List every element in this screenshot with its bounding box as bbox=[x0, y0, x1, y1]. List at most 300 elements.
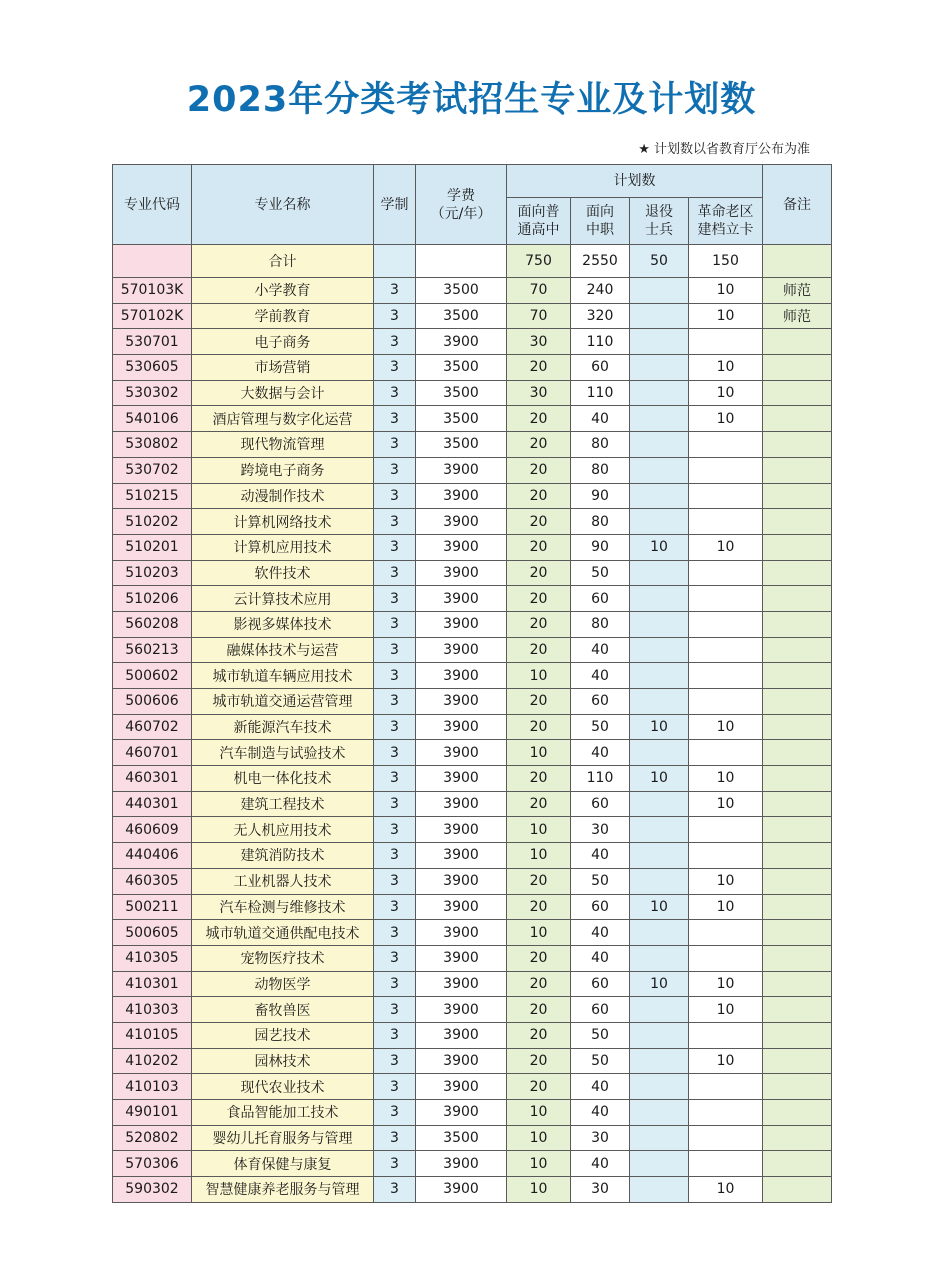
cell-fee: 3900 bbox=[416, 791, 507, 817]
cell-general: 20 bbox=[507, 586, 571, 612]
table-row bbox=[113, 714, 832, 740]
cell-veteran: 10 bbox=[630, 534, 689, 560]
table-row bbox=[113, 868, 832, 894]
cell-general: 20 bbox=[507, 894, 571, 920]
cell-system: 3 bbox=[374, 509, 416, 535]
cell-remark bbox=[763, 560, 832, 586]
cell-code: 570102K bbox=[113, 303, 192, 329]
cell-system: 3 bbox=[374, 997, 416, 1023]
cell-vocational: 110 bbox=[571, 766, 630, 792]
cell-code: 460701 bbox=[113, 740, 192, 766]
cell-name: 小学教育 bbox=[192, 278, 374, 304]
cell-revolutionary: 10 bbox=[689, 278, 763, 304]
table-row bbox=[113, 1177, 832, 1203]
page-title: 2023年分类考试招生专业及计划数 bbox=[186, 80, 757, 120]
cell-fee: 3900 bbox=[416, 1022, 507, 1048]
total-vocational: 2550 bbox=[571, 245, 630, 278]
table-row bbox=[113, 945, 832, 971]
header-fee bbox=[416, 165, 507, 245]
cell-remark bbox=[763, 637, 832, 663]
cell-veteran: 10 bbox=[630, 894, 689, 920]
total-code bbox=[113, 245, 192, 278]
table-row bbox=[113, 1074, 832, 1100]
cell-fee: 3900 bbox=[416, 1048, 507, 1074]
cell-general: 10 bbox=[507, 1125, 571, 1151]
cell-vocational: 80 bbox=[571, 457, 630, 483]
cell-name: 计算机应用技术 bbox=[192, 534, 374, 560]
cell-vocational: 60 bbox=[571, 355, 630, 381]
table-row bbox=[113, 457, 832, 483]
table-row bbox=[113, 1048, 832, 1074]
cell-revolutionary bbox=[689, 843, 763, 869]
cell-system: 3 bbox=[374, 945, 416, 971]
cell-name: 园林技术 bbox=[192, 1048, 374, 1074]
cell-name: 园艺技术 bbox=[192, 1022, 374, 1048]
table-row bbox=[113, 740, 832, 766]
cell-code: 500602 bbox=[113, 663, 192, 689]
cell-general: 20 bbox=[507, 791, 571, 817]
cell-code: 460702 bbox=[113, 714, 192, 740]
cell-fee: 3900 bbox=[416, 714, 507, 740]
cell-vocational: 40 bbox=[571, 406, 630, 432]
cell-system: 3 bbox=[374, 432, 416, 458]
cell-name: 云计算技术应用 bbox=[192, 586, 374, 612]
cell-general: 20 bbox=[507, 560, 571, 586]
cell-name: 建筑消防技术 bbox=[192, 843, 374, 869]
cell-system: 3 bbox=[374, 303, 416, 329]
cell-vocational: 50 bbox=[571, 560, 630, 586]
cell-name: 电子商务 bbox=[192, 329, 374, 355]
cell-vocational: 30 bbox=[571, 817, 630, 843]
cell-vocational: 60 bbox=[571, 791, 630, 817]
cell-veteran bbox=[630, 1022, 689, 1048]
cell-name: 汽车制造与试验技术 bbox=[192, 740, 374, 766]
cell-fee: 3900 bbox=[416, 1100, 507, 1126]
cell-fee: 3900 bbox=[416, 1074, 507, 1100]
cell-fee: 3500 bbox=[416, 278, 507, 304]
cell-vocational: 50 bbox=[571, 1048, 630, 1074]
cell-fee: 3900 bbox=[416, 689, 507, 715]
cell-remark bbox=[763, 663, 832, 689]
cell-system: 3 bbox=[374, 766, 416, 792]
cell-name: 影视多媒体技术 bbox=[192, 611, 374, 637]
cell-system: 3 bbox=[374, 740, 416, 766]
cell-code: 530302 bbox=[113, 380, 192, 406]
cell-veteran bbox=[630, 1151, 689, 1177]
cell-vocational: 40 bbox=[571, 1151, 630, 1177]
cell-code: 520802 bbox=[113, 1125, 192, 1151]
cell-system: 3 bbox=[374, 1048, 416, 1074]
cell-general: 20 bbox=[507, 483, 571, 509]
cell-remark: 师范 bbox=[763, 303, 832, 329]
table-row bbox=[113, 997, 832, 1023]
cell-fee: 3900 bbox=[416, 945, 507, 971]
cell-vocational: 40 bbox=[571, 843, 630, 869]
table-row bbox=[113, 920, 832, 946]
cell-name: 计算机网络技术 bbox=[192, 509, 374, 535]
cell-name: 跨境电子商务 bbox=[192, 457, 374, 483]
cell-vocational: 40 bbox=[571, 920, 630, 946]
table-row bbox=[113, 406, 832, 432]
cell-code: 510215 bbox=[113, 483, 192, 509]
cell-remark bbox=[763, 457, 832, 483]
cell-fee: 3500 bbox=[416, 380, 507, 406]
cell-revolutionary: 10 bbox=[689, 1177, 763, 1203]
cell-vocational: 90 bbox=[571, 483, 630, 509]
cell-fee: 3500 bbox=[416, 355, 507, 381]
cell-revolutionary: 10 bbox=[689, 894, 763, 920]
cell-code: 530702 bbox=[113, 457, 192, 483]
cell-fee: 3900 bbox=[416, 663, 507, 689]
cell-veteran bbox=[630, 997, 689, 1023]
cell-remark bbox=[763, 355, 832, 381]
cell-vocational: 60 bbox=[571, 894, 630, 920]
cell-system: 3 bbox=[374, 637, 416, 663]
cell-revolutionary: 10 bbox=[689, 971, 763, 997]
cell-remark bbox=[763, 586, 832, 612]
cell-veteran bbox=[630, 637, 689, 663]
cell-name: 机电一体化技术 bbox=[192, 766, 374, 792]
cell-revolutionary bbox=[689, 457, 763, 483]
cell-name: 建筑工程技术 bbox=[192, 791, 374, 817]
cell-general: 10 bbox=[507, 1151, 571, 1177]
cell-revolutionary: 10 bbox=[689, 534, 763, 560]
cell-general: 20 bbox=[507, 714, 571, 740]
total-revolutionary: 150 bbox=[689, 245, 763, 278]
cell-veteran bbox=[630, 406, 689, 432]
cell-fee: 3900 bbox=[416, 586, 507, 612]
cell-revolutionary bbox=[689, 1151, 763, 1177]
header-system: 学制 bbox=[374, 165, 416, 245]
cell-general: 10 bbox=[507, 920, 571, 946]
cell-general: 20 bbox=[507, 457, 571, 483]
table-row bbox=[113, 303, 832, 329]
cell-remark bbox=[763, 689, 832, 715]
cell-code: 530701 bbox=[113, 329, 192, 355]
cell-fee: 3500 bbox=[416, 432, 507, 458]
cell-revolutionary bbox=[689, 1022, 763, 1048]
cell-vocational: 30 bbox=[571, 1177, 630, 1203]
cell-revolutionary bbox=[689, 920, 763, 946]
table-row bbox=[113, 355, 832, 381]
cell-fee: 3900 bbox=[416, 843, 507, 869]
cell-fee: 3900 bbox=[416, 483, 507, 509]
cell-revolutionary bbox=[689, 432, 763, 458]
cell-revolutionary: 10 bbox=[689, 406, 763, 432]
cell-veteran bbox=[630, 355, 689, 381]
cell-code: 460301 bbox=[113, 766, 192, 792]
cell-remark bbox=[763, 817, 832, 843]
cell-general: 10 bbox=[507, 1100, 571, 1126]
cell-fee: 3900 bbox=[416, 894, 507, 920]
cell-general: 20 bbox=[507, 637, 571, 663]
cell-name: 畜牧兽医 bbox=[192, 997, 374, 1023]
cell-revolutionary bbox=[689, 1100, 763, 1126]
cell-system: 3 bbox=[374, 355, 416, 381]
cell-vocational: 40 bbox=[571, 663, 630, 689]
cell-veteran bbox=[630, 1100, 689, 1126]
cell-remark bbox=[763, 380, 832, 406]
cell-fee: 3900 bbox=[416, 1177, 507, 1203]
cell-veteran: 10 bbox=[630, 714, 689, 740]
cell-vocational: 80 bbox=[571, 509, 630, 535]
cell-general: 10 bbox=[507, 663, 571, 689]
table-row bbox=[113, 791, 832, 817]
cell-code: 570306 bbox=[113, 1151, 192, 1177]
header-general: 面向普 通高中 bbox=[507, 198, 571, 245]
table-row bbox=[113, 483, 832, 509]
cell-remark bbox=[763, 483, 832, 509]
cell-system: 3 bbox=[374, 534, 416, 560]
cell-vocational: 60 bbox=[571, 586, 630, 612]
table-row bbox=[113, 894, 832, 920]
cell-code: 500211 bbox=[113, 894, 192, 920]
cell-name: 城市轨道交通运营管理 bbox=[192, 689, 374, 715]
cell-vocational: 40 bbox=[571, 637, 630, 663]
cell-system: 3 bbox=[374, 791, 416, 817]
cell-code: 560208 bbox=[113, 611, 192, 637]
cell-remark bbox=[763, 534, 832, 560]
total-row bbox=[113, 245, 832, 278]
cell-revolutionary: 10 bbox=[689, 997, 763, 1023]
cell-vocational: 60 bbox=[571, 971, 630, 997]
cell-system: 3 bbox=[374, 1100, 416, 1126]
cell-system: 3 bbox=[374, 971, 416, 997]
cell-remark bbox=[763, 1100, 832, 1126]
cell-general: 20 bbox=[507, 509, 571, 535]
cell-remark bbox=[763, 997, 832, 1023]
cell-code: 560213 bbox=[113, 637, 192, 663]
cell-fee: 3900 bbox=[416, 817, 507, 843]
cell-fee: 3900 bbox=[416, 920, 507, 946]
cell-name: 软件技术 bbox=[192, 560, 374, 586]
cell-general: 20 bbox=[507, 868, 571, 894]
cell-revolutionary bbox=[689, 1074, 763, 1100]
cell-fee: 3500 bbox=[416, 406, 507, 432]
cell-fee: 3900 bbox=[416, 868, 507, 894]
cell-name: 智慧健康养老服务与管理 bbox=[192, 1177, 374, 1203]
cell-fee: 3900 bbox=[416, 740, 507, 766]
cell-code: 410303 bbox=[113, 997, 192, 1023]
total-label: 合计 bbox=[192, 245, 374, 278]
enrollment-table bbox=[112, 164, 832, 1203]
cell-veteran bbox=[630, 868, 689, 894]
cell-veteran bbox=[630, 329, 689, 355]
cell-code: 440406 bbox=[113, 843, 192, 869]
cell-remark bbox=[763, 1177, 832, 1203]
cell-vocational: 40 bbox=[571, 740, 630, 766]
cell-name: 城市轨道车辆应用技术 bbox=[192, 663, 374, 689]
cell-name: 婴幼儿托育服务与管理 bbox=[192, 1125, 374, 1151]
cell-remark bbox=[763, 714, 832, 740]
cell-code: 410105 bbox=[113, 1022, 192, 1048]
cell-name: 酒店管理与数字化运营 bbox=[192, 406, 374, 432]
cell-fee: 3900 bbox=[416, 637, 507, 663]
cell-system: 3 bbox=[374, 611, 416, 637]
table-row bbox=[113, 689, 832, 715]
cell-revolutionary: 10 bbox=[689, 303, 763, 329]
cell-veteran bbox=[630, 843, 689, 869]
cell-veteran bbox=[630, 920, 689, 946]
cell-system: 3 bbox=[374, 1022, 416, 1048]
cell-code: 510202 bbox=[113, 509, 192, 535]
cell-vocational: 50 bbox=[571, 868, 630, 894]
cell-veteran bbox=[630, 1074, 689, 1100]
cell-revolutionary: 10 bbox=[689, 380, 763, 406]
cell-general: 30 bbox=[507, 329, 571, 355]
cell-code: 510206 bbox=[113, 586, 192, 612]
cell-system: 3 bbox=[374, 817, 416, 843]
total-fee bbox=[416, 245, 507, 278]
cell-general: 20 bbox=[507, 997, 571, 1023]
cell-general: 70 bbox=[507, 303, 571, 329]
cell-general: 20 bbox=[507, 432, 571, 458]
cell-name: 新能源汽车技术 bbox=[192, 714, 374, 740]
cell-revolutionary bbox=[689, 483, 763, 509]
cell-veteran: 10 bbox=[630, 766, 689, 792]
cell-vocational: 60 bbox=[571, 997, 630, 1023]
cell-system: 3 bbox=[374, 1074, 416, 1100]
cell-name: 动物医学 bbox=[192, 971, 374, 997]
cell-remark bbox=[763, 406, 832, 432]
cell-remark bbox=[763, 432, 832, 458]
cell-system: 3 bbox=[374, 1177, 416, 1203]
table-row bbox=[113, 560, 832, 586]
cell-veteran bbox=[630, 483, 689, 509]
cell-revolutionary: 10 bbox=[689, 1048, 763, 1074]
cell-vocational: 110 bbox=[571, 380, 630, 406]
table-row bbox=[113, 843, 832, 869]
cell-remark bbox=[763, 1074, 832, 1100]
cell-system: 3 bbox=[374, 714, 416, 740]
cell-fee: 3900 bbox=[416, 457, 507, 483]
table-row bbox=[113, 766, 832, 792]
cell-system: 3 bbox=[374, 868, 416, 894]
table-row bbox=[113, 1022, 832, 1048]
cell-fee: 3900 bbox=[416, 611, 507, 637]
cell-remark bbox=[763, 509, 832, 535]
table-row bbox=[113, 611, 832, 637]
cell-remark bbox=[763, 894, 832, 920]
table-row bbox=[113, 534, 832, 560]
cell-revolutionary: 10 bbox=[689, 766, 763, 792]
cell-system: 3 bbox=[374, 586, 416, 612]
cell-name: 无人机应用技术 bbox=[192, 817, 374, 843]
cell-fee: 3900 bbox=[416, 1151, 507, 1177]
cell-vocational: 110 bbox=[571, 329, 630, 355]
cell-revolutionary bbox=[689, 560, 763, 586]
cell-veteran bbox=[630, 611, 689, 637]
cell-general: 10 bbox=[507, 1177, 571, 1203]
cell-general: 20 bbox=[507, 1074, 571, 1100]
cell-revolutionary bbox=[689, 1125, 763, 1151]
cell-code: 410202 bbox=[113, 1048, 192, 1074]
total-veteran: 50 bbox=[630, 245, 689, 278]
cell-vocational: 40 bbox=[571, 1074, 630, 1100]
cell-revolutionary bbox=[689, 663, 763, 689]
cell-revolutionary: 10 bbox=[689, 714, 763, 740]
cell-veteran bbox=[630, 740, 689, 766]
cell-name: 现代农业技术 bbox=[192, 1074, 374, 1100]
cell-fee: 3500 bbox=[416, 303, 507, 329]
cell-revolutionary bbox=[689, 509, 763, 535]
cell-vocational: 60 bbox=[571, 689, 630, 715]
cell-fee: 3900 bbox=[416, 534, 507, 560]
cell-system: 3 bbox=[374, 406, 416, 432]
cell-remark: 师范 bbox=[763, 278, 832, 304]
header-plan: 计划数 bbox=[507, 165, 763, 198]
cell-general: 30 bbox=[507, 380, 571, 406]
cell-veteran bbox=[630, 457, 689, 483]
table-row bbox=[113, 1100, 832, 1126]
cell-general: 70 bbox=[507, 278, 571, 304]
cell-system: 3 bbox=[374, 843, 416, 869]
cell-veteran bbox=[630, 586, 689, 612]
cell-remark bbox=[763, 329, 832, 355]
cell-revolutionary bbox=[689, 611, 763, 637]
header-fee-unit: （元/年） bbox=[430, 205, 492, 222]
cell-vocational: 90 bbox=[571, 534, 630, 560]
cell-name: 食品智能加工技术 bbox=[192, 1100, 374, 1126]
cell-code: 500605 bbox=[113, 920, 192, 946]
cell-veteran bbox=[630, 303, 689, 329]
cell-remark bbox=[763, 843, 832, 869]
table-row bbox=[113, 329, 832, 355]
cell-name: 宠物医疗技术 bbox=[192, 945, 374, 971]
cell-general: 10 bbox=[507, 740, 571, 766]
table-row bbox=[113, 586, 832, 612]
cell-revolutionary: 10 bbox=[689, 355, 763, 381]
cell-general: 20 bbox=[507, 1048, 571, 1074]
header-vocational: 面向 中职 bbox=[571, 198, 630, 245]
cell-general: 20 bbox=[507, 406, 571, 432]
cell-general: 20 bbox=[507, 611, 571, 637]
cell-remark bbox=[763, 1125, 832, 1151]
cell-code: 510203 bbox=[113, 560, 192, 586]
cell-code: 460305 bbox=[113, 868, 192, 894]
cell-general: 20 bbox=[507, 1022, 571, 1048]
table-row bbox=[113, 637, 832, 663]
cell-general: 20 bbox=[507, 355, 571, 381]
cell-veteran bbox=[630, 791, 689, 817]
cell-remark bbox=[763, 971, 832, 997]
cell-remark bbox=[763, 740, 832, 766]
cell-name: 市场营销 bbox=[192, 355, 374, 381]
cell-veteran bbox=[630, 1177, 689, 1203]
cell-system: 3 bbox=[374, 560, 416, 586]
cell-revolutionary bbox=[689, 817, 763, 843]
cell-name: 城市轨道交通供配电技术 bbox=[192, 920, 374, 946]
header-remark: 备注 bbox=[763, 165, 832, 245]
cell-veteran bbox=[630, 663, 689, 689]
cell-system: 3 bbox=[374, 380, 416, 406]
cell-general: 10 bbox=[507, 817, 571, 843]
cell-system: 3 bbox=[374, 483, 416, 509]
cell-code: 510201 bbox=[113, 534, 192, 560]
cell-fee: 3900 bbox=[416, 997, 507, 1023]
table-row bbox=[113, 509, 832, 535]
table-row bbox=[113, 817, 832, 843]
cell-veteran bbox=[630, 689, 689, 715]
cell-name: 体育保健与康复 bbox=[192, 1151, 374, 1177]
cell-veteran bbox=[630, 509, 689, 535]
cell-system: 3 bbox=[374, 894, 416, 920]
cell-revolutionary: 10 bbox=[689, 868, 763, 894]
table-row bbox=[113, 380, 832, 406]
cell-revolutionary bbox=[689, 586, 763, 612]
table-row bbox=[113, 278, 832, 304]
cell-general: 20 bbox=[507, 945, 571, 971]
